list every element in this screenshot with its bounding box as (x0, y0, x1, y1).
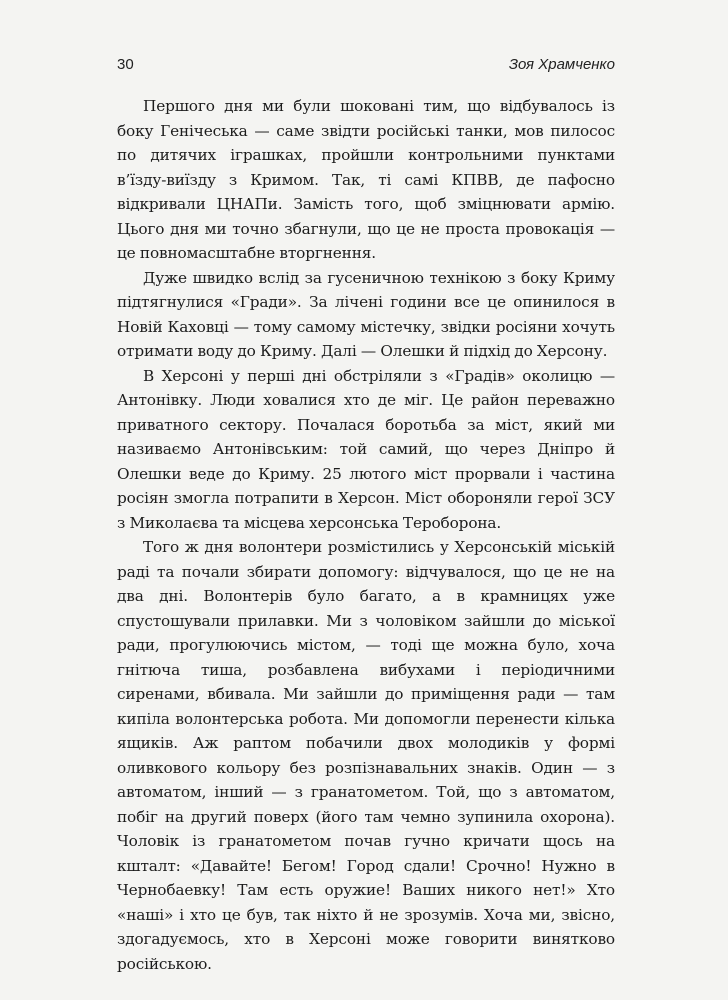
body-text (117, 94, 615, 976)
paragraph: Першого дня ми були шоковані тим, що відбувалось із боку Генічеська — саме звідти російські танки, мов пилосос по дитячих іграшках, пройшли контрольними пунктами в’їзду-виїзду з Кримом. Так, ті самі КПВВ, де пафосно відкривали ЦНАПи. Замість того, щоб зміцнювати армію. Цього дня ми точно збагнули, що це не проста провокація — це повномасштабне вторгнення. (117, 97, 615, 262)
running-head-author: Зоя Храмченко (508, 56, 615, 73)
paragraph: В Херсоні у перші дні обстріляли з «Градів» околицю — Антонівку. Люди ховалися хто де міг. Це район переважно приватного сектору. Почалася боротьба за міст, який ми називаємо Антонівським: той самий, що через Дніпро й Олешки веде до Криму. 25 лютого міст прорвали і частина росіян змогла потрапити в Херсон. Міст обороняли герої ЗСУ з Миколаєва та місцева херсонська Тероборона. (117, 366, 615, 532)
paragraph: Дуже швидко вслід за гусеничною технікою з боку Криму підтягнулися «Гради». За лічені години все це опинилося в Новій Каховці — тому самому містечку, звідки росіяни хочуть отримати воду до Криму. Далі — Олешки й підхід до Херсону. (117, 268, 615, 360)
paragraph: Того ж дня волонтери розмістились у Херсонській міській раді та почали збирати допомогу: відчувалося, що це не на два дні. Волонтерів було багато, а в крамницях уже спустошували прилавки. Ми з чоловіком зайшли до міської ради, прогулюючись містом, — тоді ще можна було, хоча гнітюча тиша, розбавлена вибухами і періодичними сиренами, вбивала. Ми зайшли до приміщення ради — там кипіла волонтерська робота. Ми допомогли перенести кілька ящиків. Аж раптом побачили двох молодиків у формі оливкового кольору без розпізнавальних знаків. Один — з автоматом, інший — з гранатометом. Той, що з автоматом, побіг на другий поверх (його там чемно зупинила охорона). Чоловік із гранатометом почав гучно кричати щось на кшталт: «Давайте! Бегом! Город сдали! Срочно! Нужно в Чернобаевку! Там есть оружие! Ваших никого нет!» Хто «наші» і хто це був, так ніхто й не зрозумів. Хоча ми, звісно, здогадуємось, хто в Херсоні може говорити винятково російською. (117, 538, 615, 973)
page-header (117, 56, 615, 80)
page-number: 30 (117, 56, 134, 73)
